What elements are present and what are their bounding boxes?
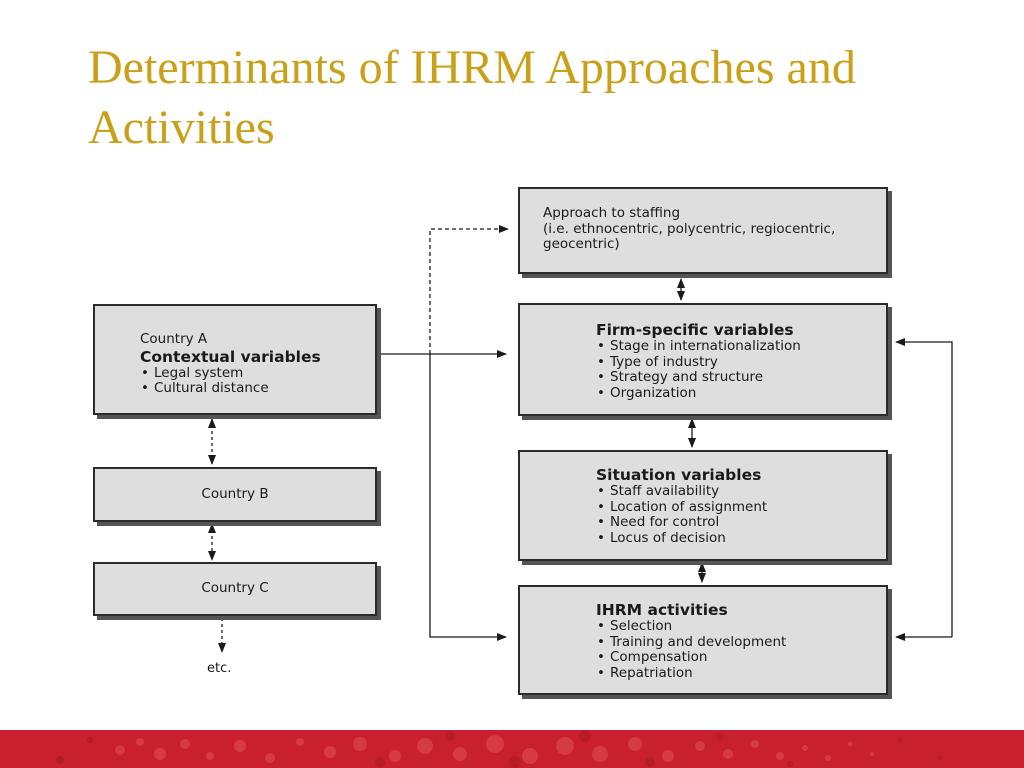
list-item: • Staff availability	[596, 484, 886, 500]
country-a-label: Country A	[140, 331, 208, 347]
list-item: • Organization	[596, 386, 886, 402]
country-c-label: Country C	[201, 580, 269, 597]
dashed-arrow-to-staffing	[430, 229, 508, 354]
ihrm-activities-heading: IHRM activities	[596, 601, 728, 619]
list-item: • Legal system	[140, 366, 375, 382]
contextual-variables-list	[140, 366, 375, 397]
list-item: • Stage in internationalization	[596, 339, 886, 355]
contextual-variables-heading: Contextual variables	[140, 347, 321, 366]
country-b-box	[93, 467, 377, 522]
list-item: • Type of industry	[596, 355, 886, 371]
staffing-line-2: (i.e. ethnocentric, polycentric, regiocentric,	[543, 220, 836, 237]
ihrm-activities-list	[596, 619, 886, 681]
list-item: • Cultural distance	[140, 381, 375, 397]
list-item: • Strategy and structure	[596, 370, 886, 386]
staffing-line-1: Approach to staffing	[543, 205, 681, 221]
slide-title: Determinants of IHRM Approaches and Activities	[88, 41, 856, 154]
firm-specific-heading: Firm-specific variables	[596, 321, 794, 339]
situation-variables-box	[518, 450, 888, 561]
arrow-feedback-to-firm	[896, 342, 952, 637]
list-item: • Repatriation	[596, 666, 886, 682]
situation-heading: Situation variables	[596, 466, 762, 484]
situation-list	[596, 484, 886, 546]
firm-specific-variables-box	[518, 303, 888, 416]
firm-specific-list	[596, 339, 886, 401]
list-item: • Compensation	[596, 650, 886, 666]
list-item: • Need for control	[596, 515, 886, 531]
list-item: • Location of assignment	[596, 500, 886, 516]
footer-decorative-band	[0, 730, 1024, 768]
country-b-label: Country B	[201, 485, 269, 502]
etc-label: etc.	[207, 661, 232, 676]
list-item: • Locus of decision	[596, 531, 886, 547]
arrow-contextual-to-activities	[430, 354, 506, 637]
staffing-approach-box	[518, 187, 888, 274]
country-a-box	[93, 304, 377, 415]
ihrm-activities-box	[518, 585, 888, 695]
list-item: • Training and development	[596, 635, 886, 651]
staffing-line-3: geocentric)	[543, 236, 620, 253]
list-item: • Selection	[596, 619, 886, 635]
country-c-box	[93, 562, 377, 616]
footer-dots-pattern	[0, 730, 1024, 768]
